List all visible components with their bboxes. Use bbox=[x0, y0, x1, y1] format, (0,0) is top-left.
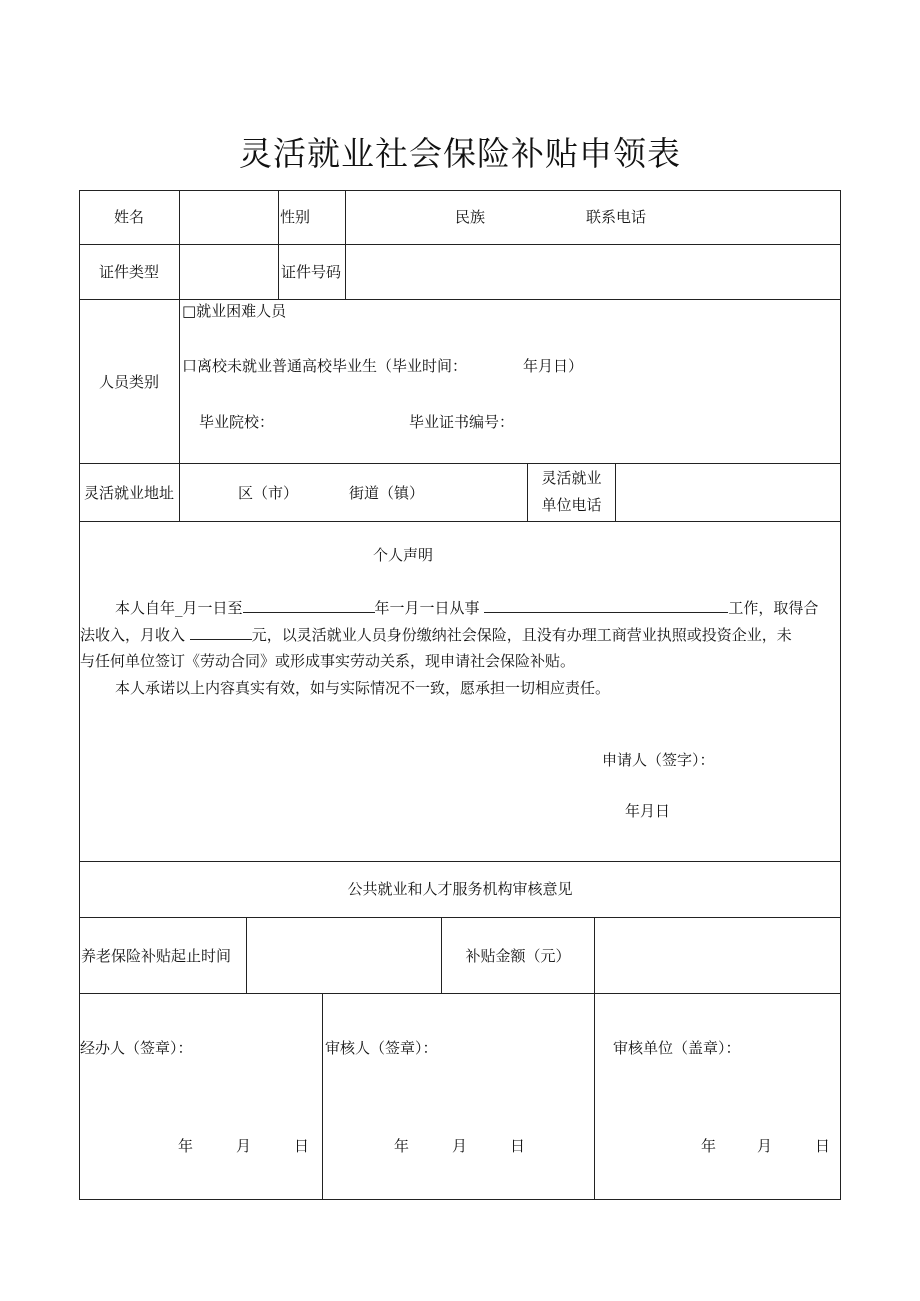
declaration-text: 本人自年_月一日至 bbox=[115, 599, 243, 617]
subsidy-amount-label: 补贴金额（元） bbox=[465, 947, 571, 965]
declaration-line-1 bbox=[115, 598, 818, 617]
certificate-number-label: 毕业证书编号： bbox=[409, 413, 515, 431]
applicant-date: 年月日 bbox=[625, 802, 671, 820]
declaration-line-3: 与任何单位签订《劳动合同》或形成事实劳动关系，现申请社会保险补贴。 bbox=[80, 652, 576, 670]
phone-label: 联系电话 bbox=[586, 208, 647, 226]
school-label: 毕业院校： bbox=[199, 413, 275, 431]
unit-year: 年 bbox=[701, 1137, 717, 1155]
declaration-text: 法收入，月收入 bbox=[80, 626, 186, 644]
declaration-line-4: 本人承诺以上内容真实有效，如与实际情况不一致，愿承担一切相应责任。 bbox=[115, 679, 611, 697]
declaration-text: 年一月一日从事 bbox=[374, 599, 480, 617]
unit-phone-field[interactable] bbox=[616, 464, 840, 521]
graduation-date: 年月日） bbox=[523, 357, 584, 375]
unit-day: 日 bbox=[815, 1137, 831, 1155]
gender-label: 性别 bbox=[280, 208, 311, 226]
district-label: 区（市） bbox=[238, 484, 299, 502]
blank-underline[interactable] bbox=[190, 625, 252, 640]
unit-month: 月 bbox=[757, 1137, 773, 1155]
review-heading: 公共就业和人才服务机构审核意见 bbox=[347, 880, 573, 898]
unit-stamp-label: 审核单位（盖章）： bbox=[613, 1039, 741, 1057]
table-line bbox=[79, 299, 841, 300]
subsidy-amount-field[interactable] bbox=[595, 918, 840, 993]
blank-underline[interactable] bbox=[243, 598, 375, 613]
id-number-label: 证件号码 bbox=[281, 263, 342, 281]
declaration-text: 元，以灵活就业人员身份缴纳社会保险，且没有办理工商营业执照或投资企业，未 bbox=[251, 626, 792, 644]
table-line bbox=[840, 190, 841, 1200]
reviewer-day: 日 bbox=[510, 1137, 526, 1155]
table-line bbox=[179, 463, 180, 521]
id-number-field[interactable] bbox=[346, 245, 840, 299]
page-title: 灵活就业社会保险补贴申领表 bbox=[239, 134, 681, 173]
id-type-label: 证件类型 bbox=[98, 263, 159, 281]
name-field[interactable] bbox=[180, 191, 278, 244]
category-option-graduate[interactable]: 口离校未就业普通高校毕业生（毕业时间： bbox=[182, 357, 468, 375]
subsidy-period-label: 养老保险补贴起止时间 bbox=[81, 947, 232, 965]
declaration-text: 工作，取得合 bbox=[728, 599, 819, 617]
declaration-line-2 bbox=[80, 625, 792, 644]
blank-underline[interactable] bbox=[484, 598, 728, 613]
table-line bbox=[79, 993, 841, 994]
handler-month: 月 bbox=[236, 1137, 252, 1155]
handler-day: 日 bbox=[294, 1137, 310, 1155]
reviewer-year: 年 bbox=[394, 1137, 410, 1155]
name-label: 姓名 bbox=[113, 208, 144, 226]
unit-phone-label-2: 单位电话 bbox=[541, 496, 602, 514]
table-line bbox=[278, 190, 279, 299]
street-label: 街道（镇） bbox=[349, 484, 425, 502]
table-line bbox=[322, 993, 323, 1199]
applicant-signature-label: 申请人（签字）： bbox=[602, 751, 715, 769]
handler-signature-label: 经办人（签章）： bbox=[80, 1039, 193, 1057]
id-type-field[interactable] bbox=[180, 245, 278, 299]
reviewer-signature-label: 审核人（签章）： bbox=[325, 1039, 438, 1057]
address-label: 灵活就业地址 bbox=[83, 484, 174, 502]
unit-phone-label-1: 灵活就业 bbox=[541, 469, 602, 487]
category-option-difficulty[interactable]: □就业困难人员 bbox=[182, 302, 287, 320]
table-line bbox=[594, 993, 595, 1199]
subsidy-period-field[interactable] bbox=[247, 918, 441, 993]
handler-year: 年 bbox=[178, 1137, 194, 1155]
declaration-heading: 个人声明 bbox=[373, 546, 434, 564]
reviewer-month: 月 bbox=[452, 1137, 468, 1155]
category-label: 人员类别 bbox=[98, 373, 159, 391]
table-line bbox=[79, 521, 841, 522]
table-line bbox=[79, 1199, 841, 1200]
table-line bbox=[179, 299, 180, 463]
table-line bbox=[79, 861, 841, 862]
ethnicity-label: 民族 bbox=[455, 208, 486, 226]
